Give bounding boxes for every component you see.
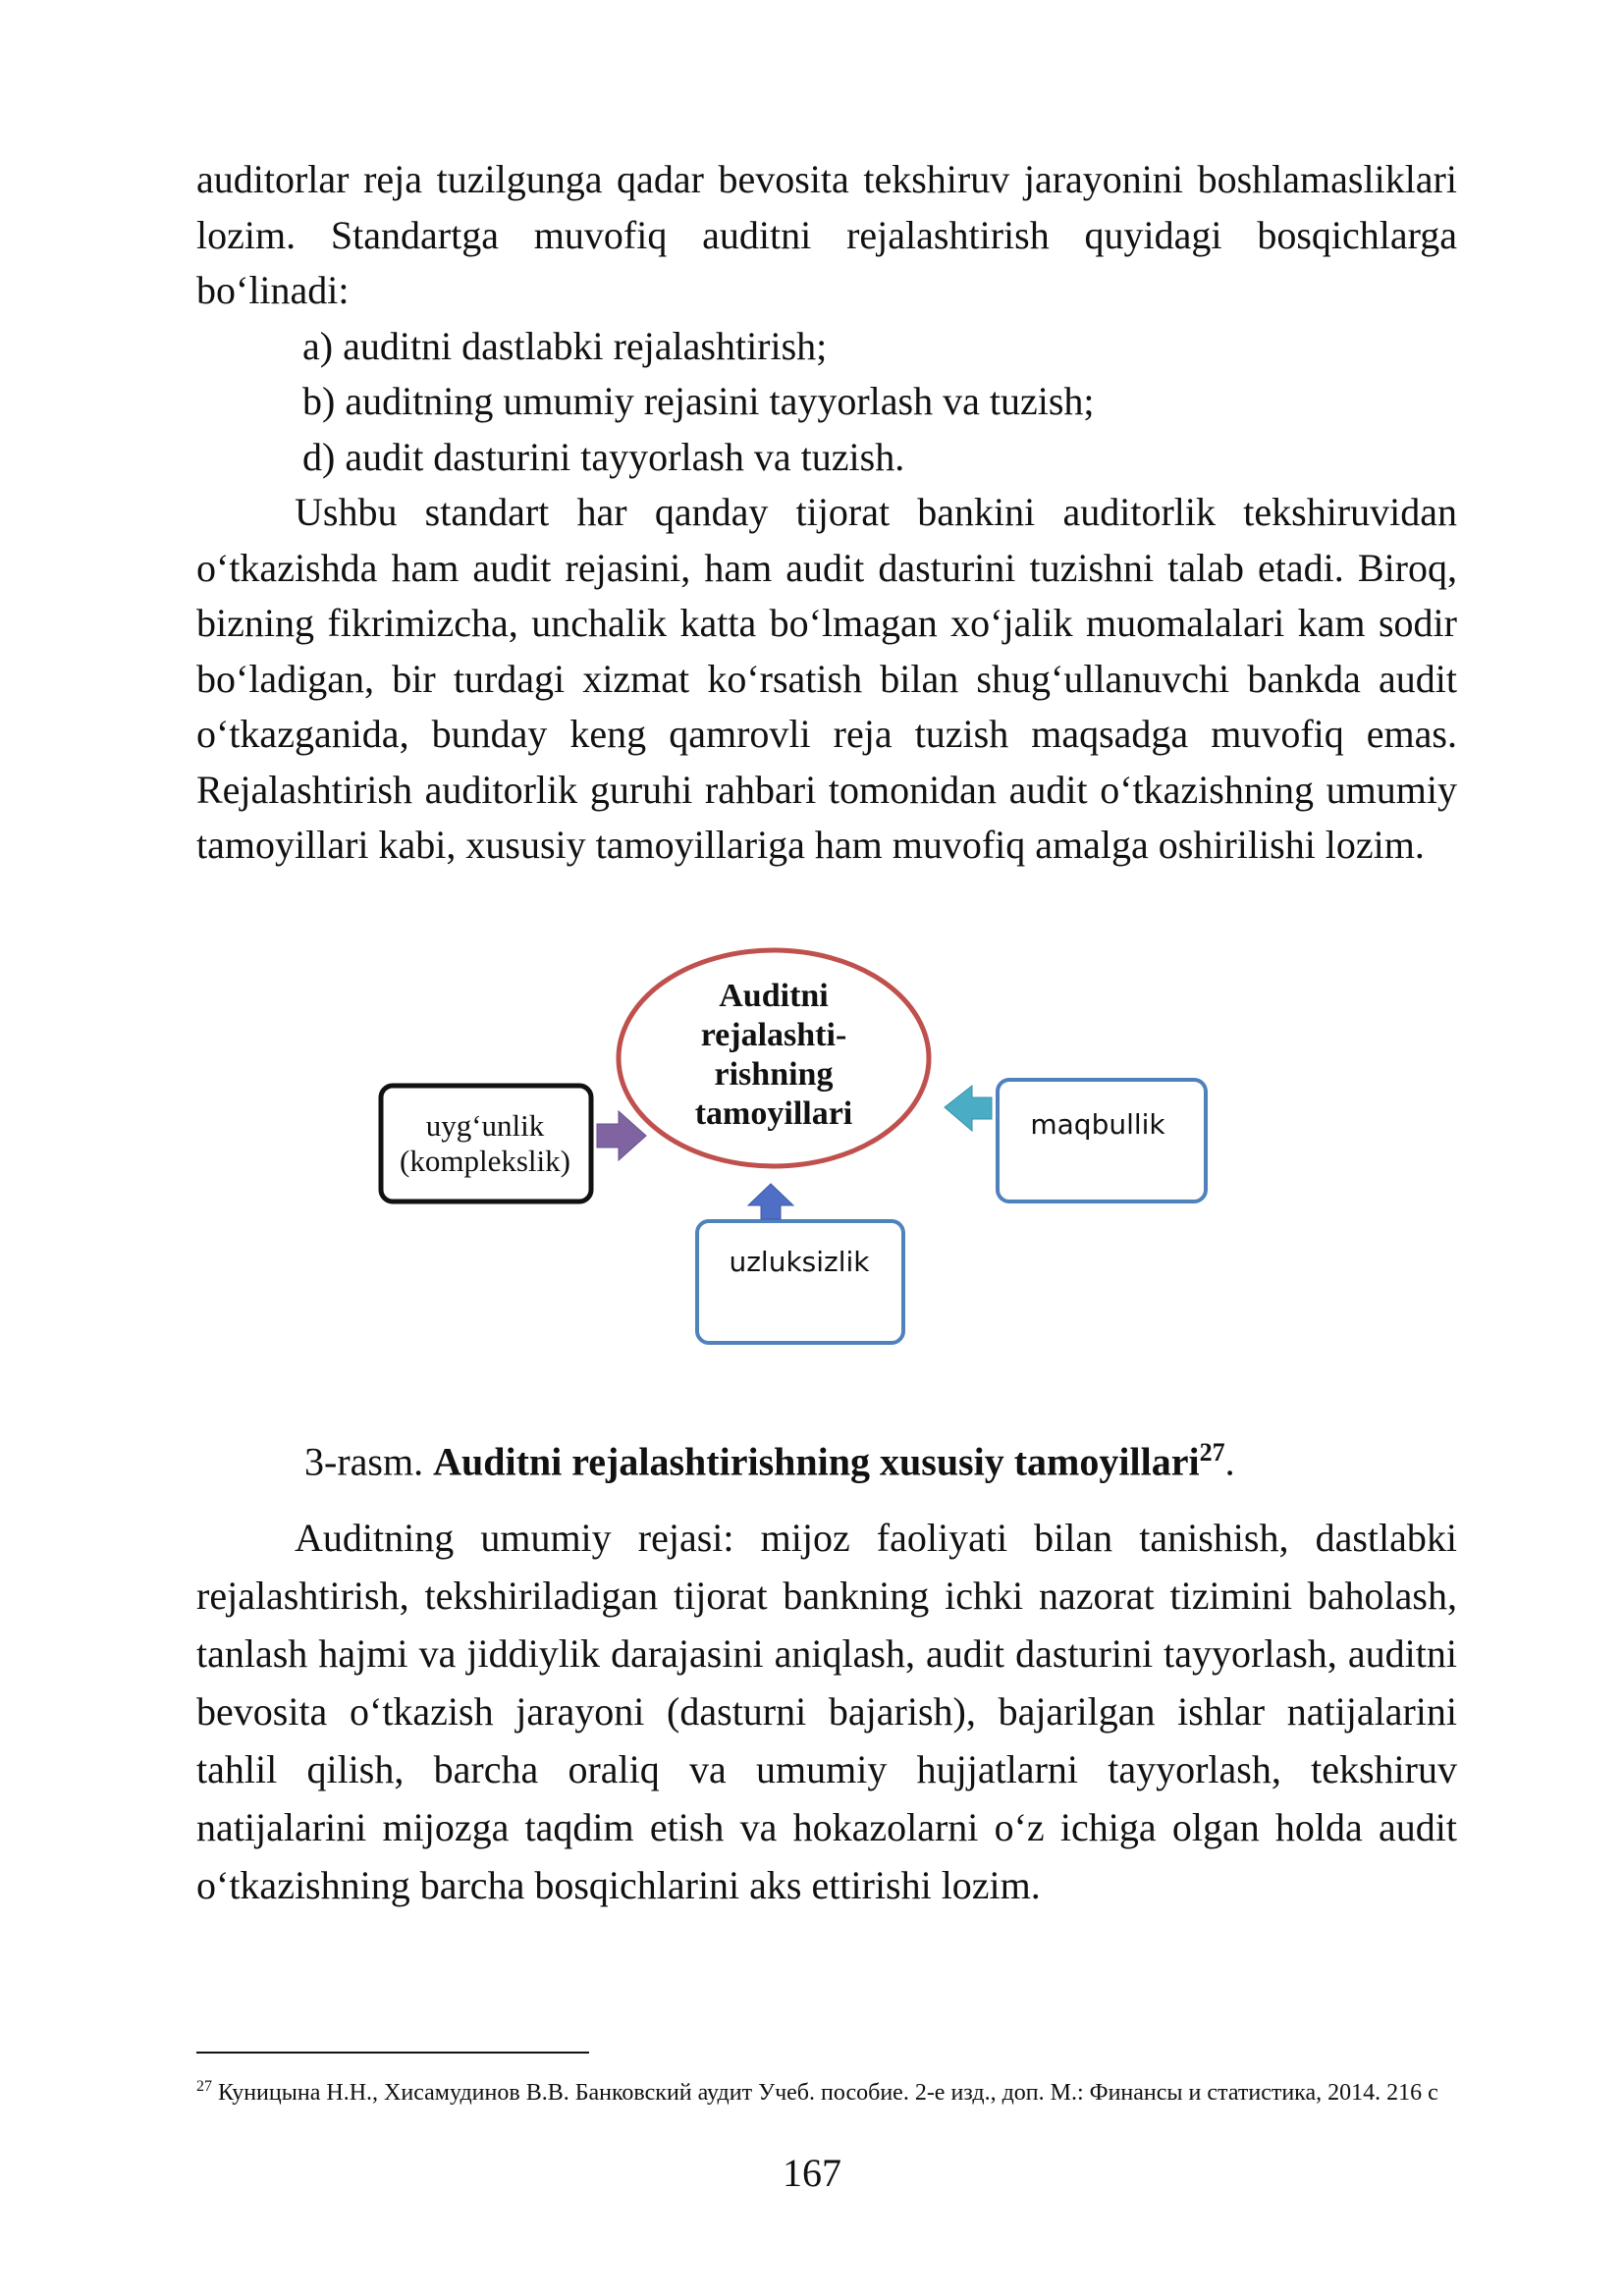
footnote [196,2071,1457,2109]
top-text-block [196,152,1457,874]
paragraph: Ushbu standart har qanday tijorat bankini auditorlik tekshiruvidan o‘tkazishda ham audit rejasini, ham audit dasturini tuzishni talab etadi. Biroq, bizning fikrimizcha, unchalik katta bo‘lmagan xo‘jalik muomalalari kam sodir bo‘ladigan, bir turdagi xizmat ko‘rsatish bilan shug‘ullanuvchi bankda audit o‘tkazganida, bunday keng qamrovli reja tuzish maqsadga muvofiq emas. Rejalashtirish auditorlik guruhi rahbari tomonidan audit o‘tkazishning umumiy tamoyillari kabi, xususiy tamoyillariga ham muvofiq amalga oshirilishi lozim. [196,490,1457,867]
paragraph: Auditning umumiy rejasi: mijoz faoliyati bilan tanishish, dastlabki rejalashtirish, tekshiriladigan tijorat bankning ichki nazorat tizimini baholash, tanlash hajmi va jiddiylik darajasini aniqlash, audit dasturini tayyorlash, auditni bevosita o‘tkazish jarayoni (dasturni bajarish), bajarilgan ishlar natijalarini tahlil qilish, barcha oraliq va umumiy hujjatlarni tayyorlash, tekshiruv natijalarini mijozga taqdim etish va hokazolarni o‘z ichiga olgan holda audit o‘tkazishning barcha bosqichlarini aks ettirishi lozim. [196,1516,1457,1907]
bottom-label: uzluksizlik [729,1245,870,1278]
center-label [656,978,892,1132]
principles-diagram [373,942,1227,1404]
center-label-line: tamoyillari [694,1095,853,1132]
caption-title: Auditni rejalashtirishning xususiy tamoyillari [433,1439,1200,1484]
right-label: maqbullik [1030,1107,1165,1141]
right-arrow [945,1086,992,1131]
footnote-separator [196,2052,589,2054]
center-label-line: rejalashti- [700,1017,847,1053]
footnote-text: Куницына Н.Н., Хисамудинов В.В. Банковский аудит Учеб. пособие. 2-е изд., доп. М.: Финансы и статистика, 2014. 216 с [212,2080,1438,2106]
center-label-line: rishning [714,1056,834,1093]
bottom-arrow [748,1184,793,1219]
list-item: d) audit dasturini tayyorlash va tuzish. [302,434,905,479]
left-label-line: uyg‘unlik [425,1108,545,1143]
paragraph: auditorlar reja tuzilgunga qadar bevosita tekshiruv jarayonini boshlamasliklari lozim. Standartga muvofiq auditni rejalashtirish quyidagi bosqichlarga bo‘linadi: [196,157,1457,312]
center-label-line: Auditni [719,978,829,1014]
left-label [381,1090,589,1198]
page-number: 167 [783,2151,841,2195]
footnote-number: 27 [196,2078,212,2095]
list-item: b) auditning umumiy rejasini tayyorlash va tuzish; [302,379,1095,423]
caption-suffix: . [1224,1439,1235,1484]
list-item: a) auditni dastlabki rejalashtirish; [302,323,828,368]
left-arrow [597,1111,646,1160]
bottom-text-block [196,1509,1457,1914]
footnote-ref: 27 [1199,1438,1225,1467]
left-label-line: (komplekslik) [400,1144,570,1178]
figure-caption [196,1428,1457,1486]
caption-prefix: 3-rasm. [304,1439,434,1484]
